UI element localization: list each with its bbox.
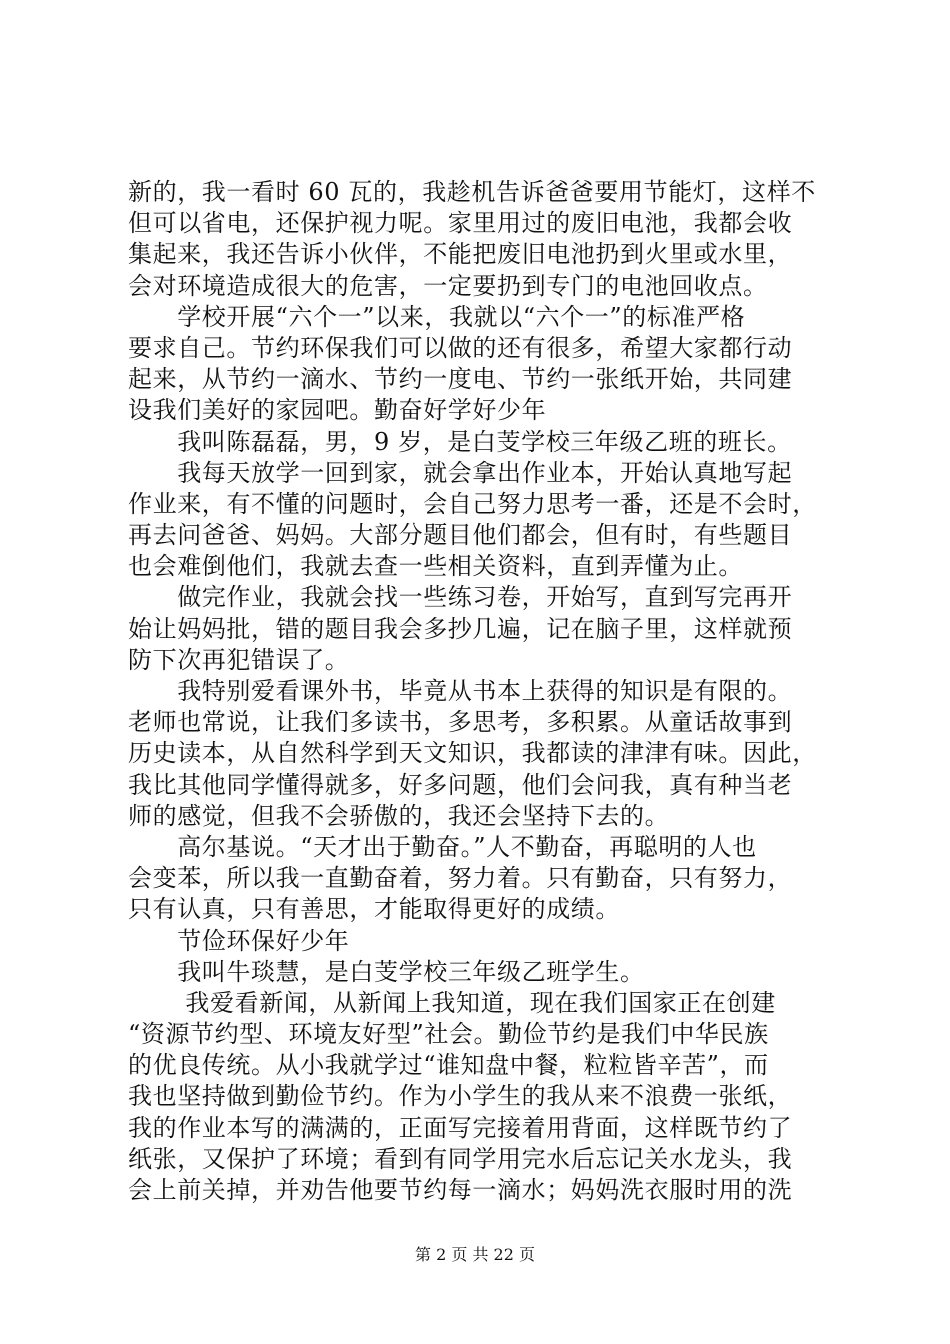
text-line: 我叫陈磊磊，男，9 岁，是白芰学校三年级乙班的班长。 [128, 427, 792, 456]
text-line: 要求自己。节约环保我们可以做的还有很多，希望大家都行动 [128, 333, 793, 362]
text-line: 我每天放学一回到家，就会拿出作业本，开始认真地写起 [128, 458, 793, 487]
text-line: 作业来，有不懂的问题时，会自己努力思考一番，还是不会时， [128, 489, 817, 518]
text-line: “资源节约型、环境友好型”社会。勤俭节约是我们中华民族 [128, 1020, 769, 1049]
text-line: 做完作业，我就会找一些练习卷，开始写，直到写完再开 [128, 583, 793, 612]
text-line: 老师也常说，让我们多读书，多思考，多积累。从童话故事到 [128, 708, 793, 737]
text-line: 会上前关掉，并劝告他要节约每一滴水；妈妈洗衣服时用的洗 [128, 1176, 793, 1204]
text-line: 历史读本，从自然科学到天文知识，我都读的津津有味。因此， [128, 739, 817, 768]
text-line: 我的作业本写的满满的，正面写完接着用背面，这样既节约了 [128, 1113, 793, 1142]
text-line: 只有认真，只有善思，才能取得更好的成绩。 [128, 895, 620, 924]
text-line: 师的感觉，但我不会骄傲的，我还会坚持下去的。 [128, 801, 670, 830]
text-line: 学校开展“六个一”以来，我就以“六个一”的标准严格 [128, 302, 746, 331]
text-line: 纸张，又保护了环境；看到有同学用完水后忘记关水龙头，我 [128, 1144, 793, 1173]
text-line: 防下次再犯错误了。 [128, 645, 350, 674]
text-line: 高尔基说。“天才出于勤奋。”人不勤奋，再聪明的人也 [128, 832, 757, 861]
text-line: 我比其他同学懂得就多，好多问题，他们会问我，真有种当老 [128, 770, 793, 799]
text-line: 起来，从节约一滴水、节约一度电、节约一张纸开始，共同建 [128, 365, 793, 394]
text-line: 我也坚持做到勤俭节约。作为小学生的我从来不浪费一张纸， [128, 1082, 793, 1111]
text-line: 始让妈妈批，错的题目我会多抄几遍，记在脑子里，这样就预 [128, 614, 793, 643]
text-line: 再去问爸爸、妈妈。大部分题目他们都会，但有时，有些题目 [128, 521, 793, 550]
text-line: 节俭环保好少年 [128, 926, 350, 955]
text-line: 设我们美好的家园吧。勤奋好学好少年 [128, 396, 547, 425]
text-line: 我爱看新闻，从新闻上我知道，现在我们国家正在创建 [128, 988, 776, 1017]
text-line: 我叫牛琰慧，是白芰学校三年级乙班学生。 [128, 957, 645, 986]
text-line: 新的，我一看时 60 瓦的，我趁机告诉爸爸要用节能灯，这样不 [128, 178, 816, 206]
text-line: 会对环境造成很大的危害，一定要扔到专门的电池回收点。 [128, 271, 768, 300]
text-line: 的优良传统。从小我就学过“谁知盘中餐，粒粒皆辛苦”，而 [128, 1051, 769, 1080]
text-line: 会变苯，所以我一直勤奋着，努力着。只有勤奋，只有努力， [128, 864, 793, 893]
text-line: 也会难倒他们，我就去查一些相关资料，直到弄懂为止。 [128, 552, 743, 581]
body-text [128, 177, 828, 1206]
text-line: 我特别爱看课外书，毕竟从书本上获得的知识是有限的。 [128, 677, 793, 705]
text-line: 集起来，我还告诉小伙伴，不能把废旧电池扔到火里或水里， [128, 240, 793, 269]
page-footer: 第 2 页 共 22 页 [415, 1245, 535, 1264]
text-line: 但可以省电，还保护视力呢。家里用过的废旧电池，我都会收 [128, 209, 793, 238]
